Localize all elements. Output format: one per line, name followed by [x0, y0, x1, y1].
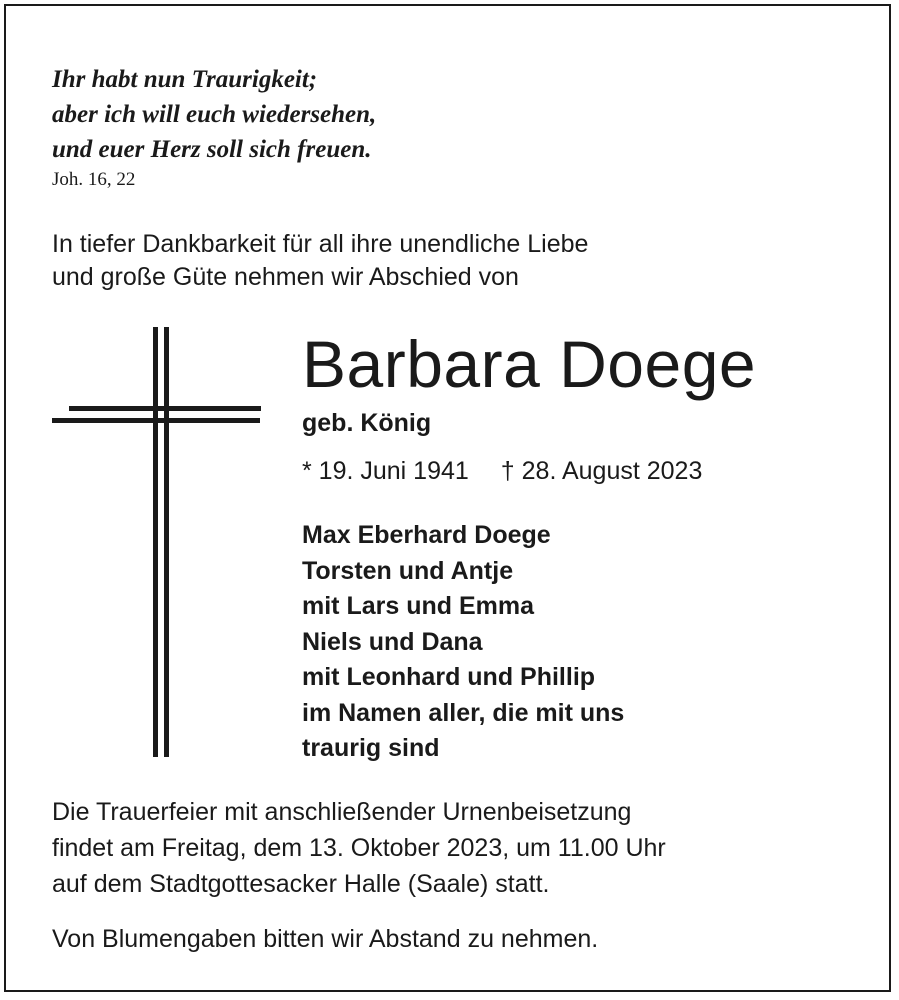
- family-line: mit Lars und Emma: [302, 592, 534, 620]
- ceremony-info: [52, 794, 666, 902]
- verse-line-3: und euer Herz soll sich freuen.: [52, 136, 372, 163]
- obituary-notice: [4, 4, 891, 992]
- family-line: traurig sind: [302, 734, 440, 762]
- intro-line-1: In tiefer Dankbarkeit für all ihre unendliche Liebe: [52, 230, 589, 258]
- life-dates: [302, 452, 702, 490]
- verse-line-2: aber ich will euch wiedersehen,: [52, 101, 377, 128]
- ceremony-line-2: findet am Freitag, dem 13. Oktober 2023, um 11.00 Uhr: [52, 834, 666, 862]
- intro-text: [52, 228, 588, 294]
- family-line: Niels und Dana: [302, 627, 483, 656]
- deceased-name: Barbara Doege: [302, 327, 757, 401]
- family-line: mit Leonhard und Phillip: [302, 663, 596, 691]
- intro-line-2: und große Güte nehmen wir Abschied von: [52, 263, 519, 291]
- verse-reference: Joh. 16, 22: [52, 169, 136, 190]
- double-line-cross-icon: [50, 327, 262, 759]
- verse-line-1: Ihr habt nun Traurigkeit;: [52, 66, 318, 93]
- bible-verse: [52, 62, 376, 167]
- birth-date: * 19. Juni 1941: [302, 457, 469, 485]
- ceremony-line-3: auf dem Stadtgottesacker Halle (Saale) statt.: [52, 870, 550, 898]
- flowers-note: Von Blumengaben bitten wir Abstand zu nehmen.: [52, 925, 599, 953]
- ceremony-line-1: Die Trauerfeier mit anschließender Urnenbeisetzung: [52, 798, 632, 826]
- family-signatures: [302, 518, 624, 767]
- family-line: im Namen aller, die mit uns: [302, 698, 625, 727]
- maiden-name: geb. König: [302, 409, 432, 437]
- family-line: Torsten und Antje: [302, 556, 514, 585]
- death-date: † 28. August 2023: [500, 457, 703, 485]
- family-line: Max Eberhard Doege: [302, 521, 551, 549]
